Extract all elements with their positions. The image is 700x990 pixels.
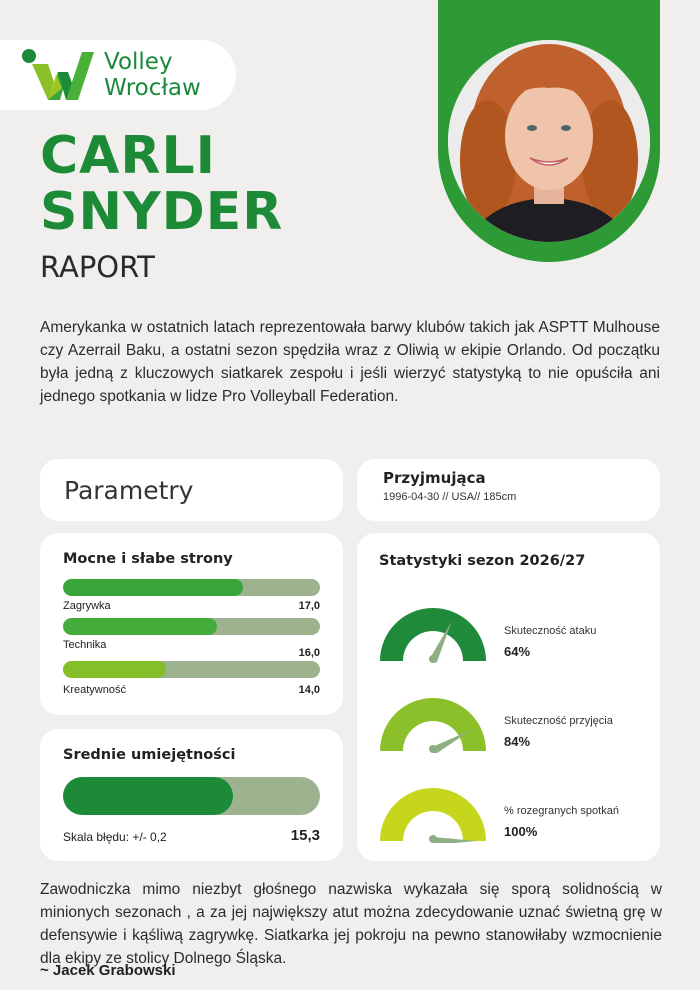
stat-gauge [379, 599, 639, 669]
logo-line-2: Wrocław [104, 75, 201, 101]
player-last-name: SNYDER [40, 182, 284, 242]
gauge-hub [429, 835, 437, 843]
player-name [40, 128, 283, 240]
gauge-arc [380, 788, 486, 841]
stat-value: 100% [504, 824, 538, 839]
strength-bar-fill [63, 618, 217, 635]
skills-bar [63, 777, 320, 815]
outro-paragraph: Zawodniczka mimo niezbyt głośnego nazwiska wykazała się sporą solidnością w minionych sezonach , a za jej największy atut można zdecydowanie uznać świetną grę w defensywie i kąśliwą zagrywkę. Siatkarka jej pokroju na pewno stanowiłaby wzmocnienie dla ekipy ze stolicy Dolnego Śląska. [40, 881, 662, 967]
volley-wroclaw-logo-icon [18, 44, 98, 106]
logo-text [104, 49, 201, 101]
player-first-name: CARLI [40, 126, 216, 186]
strength-value: 14,0 [298, 684, 320, 696]
stat-label: Skuteczność przyjęcia [504, 715, 613, 727]
stat-value: 84% [504, 734, 531, 749]
player-portrait-icon [448, 40, 650, 242]
gauge-icon [379, 599, 489, 663]
author-signature: ~ Jacek Grabowski [40, 962, 176, 979]
strength-item [63, 661, 320, 698]
skills-title: Srednie umiejętności [63, 747, 236, 763]
gauge-arc [380, 698, 486, 751]
strength-bar [63, 579, 320, 596]
strength-item [63, 618, 320, 659]
stat-label: Skuteczność ataku [504, 625, 597, 637]
stats-card [357, 533, 660, 861]
gauge-hub [429, 655, 437, 663]
player-position: Przyjmująca [383, 469, 486, 487]
strength-bar [63, 661, 320, 678]
intro-paragraph: Amerykanka w ostatnich latach reprezentowała barwy klubów takich jak ASPTT Mulhouse czy Azerrail Baku, a ostatni sezon spędziła wraz z Oliwią w ekipie Orlando. Od początku była jedną z kluczowych siatkarek zespołu i jeśli wierzyć statystyką to nie opuściła ani jednego spotkania w lidze Pro Volleyball Federation. [40, 319, 660, 405]
strength-bar-fill [63, 661, 166, 678]
gauge-icon [379, 689, 489, 753]
strength-bar [63, 618, 320, 635]
position-card [357, 459, 660, 521]
gauge-icon [379, 779, 489, 843]
stat-gauge [379, 779, 639, 849]
stat-label: % rozegranych spotkań [504, 805, 619, 817]
parameters-card [40, 459, 343, 521]
player-photo [448, 40, 650, 242]
skills-bar-fill [63, 777, 233, 815]
strength-item [63, 579, 320, 614]
photo-panel [438, 0, 660, 262]
gauge-hub [429, 745, 437, 753]
strength-value: 16,0 [298, 647, 320, 659]
strength-value: 17,0 [298, 600, 320, 612]
gauge-arc [380, 608, 486, 661]
stats-title: Statystyki sezon 2026/27 [379, 553, 586, 569]
strength-label: Zagrywka [63, 600, 111, 612]
player-info: 1996-04-30 // USA// 185cm [383, 491, 517, 503]
error-scale-label: Skala błędu: +/- 0,2 [63, 830, 167, 844]
strength-label: Kreatywność [63, 684, 126, 696]
strengths-card [40, 533, 343, 715]
strengths-title: Mocne i słabe strony [63, 551, 233, 567]
parameters-title: Parametry [64, 475, 194, 505]
stat-value: 64% [504, 644, 531, 659]
logo-line-1: Volley [104, 49, 173, 75]
strength-bar-fill [63, 579, 243, 596]
logo-badge [0, 40, 236, 110]
stat-gauge [379, 689, 639, 759]
skills-card [40, 729, 343, 861]
report-label: RAPORT [40, 250, 155, 284]
strength-label: Technika [63, 639, 107, 651]
skills-value: 15,3 [290, 827, 320, 844]
